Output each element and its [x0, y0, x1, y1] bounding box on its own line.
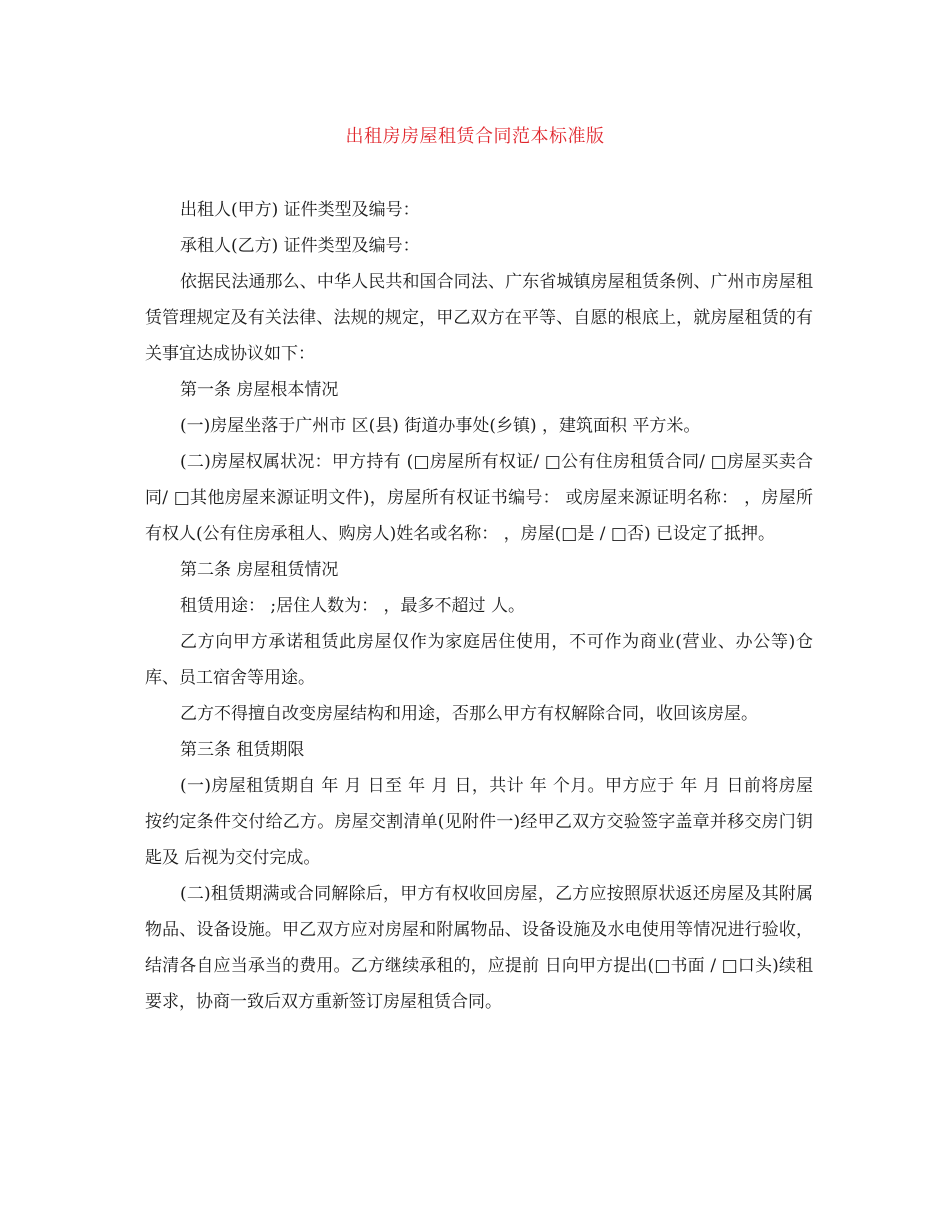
article-2-usage: 租赁用途： ;居住人数为： ，最多不超过 人。 — [180, 596, 525, 616]
document-body — [145, 192, 813, 1020]
article-2-heading: 第二条 房屋租赁情况 — [180, 560, 339, 580]
document-title: 出租房房屋租赁合同范本标准版 — [345, 126, 605, 147]
article-1-clause-1: (一)房屋坐落于广州市 区(县) 街道办事处(乡镇) ，建筑面积 平方米。 — [180, 416, 701, 436]
article-2-restriction: 乙方不得擅自改变房屋结构和用途，否那么甲方有权解除合同，收回该房屋。 — [180, 704, 758, 724]
article-2-promise: 乙方向甲方承诺租赁此房屋仅作为家庭居住使用，不可作为商业(营业、办公等)仓库、员工宿舍等用途。 — [145, 632, 813, 688]
article-3-heading: 第三条 租赁期限 — [180, 740, 305, 760]
lessee-line: 承租人(乙方) 证件类型及编号： — [180, 236, 420, 256]
lessor-line: 出租人(甲方) 证件类型及编号： — [180, 200, 420, 220]
article-1-clause-2: (二)房屋权属状况：甲方持有 (□房屋所有权证/ □公有住房租赁合同/ □房屋买卖合同/ □其他房屋来源证明文件)，房屋所有权证书编号： 或房屋来源证明名称： ，房屋所有权人(公有住房承租人、购房人)姓名或名称： ，房屋(□是 / □否) 已设定了抵押。 — [145, 452, 813, 544]
article-1-heading: 第一条 房屋根本情况 — [180, 380, 339, 400]
article-3-clause-1: (一)房屋租赁期自 年 月 日至 年 月 日，共计 年 个月。甲方应于 年 月 日前将房屋按约定条件交付给乙方。房屋交割清单(见附件一)经甲乙双方交验签字盖章并移交房门钥匙及 后视为交付完成。 — [145, 776, 813, 868]
preamble-paragraph: 依据民法通那么、中华人民共和国合同法、广东省城镇房屋租赁条例、广州市房屋租赁管理规定及有关法律、法规的规定，甲乙双方在平等、自愿的根底上，就房屋租赁的有关事宜达成协议如下： — [145, 272, 813, 364]
article-3-clause-2: (二)租赁期满或合同解除后，甲方有权收回房屋，乙方应按照原状返还房屋及其附属物品、设备设施。甲乙双方应对房屋和附属物品、设备设施及水电使用等情况进行验收，结清各自应当承当的费用。乙方继续承租的，应提前 日向甲方提出(□书面 / □口头)续租要求，协商一致后双方重新签订房屋租赁合同。 — [145, 884, 813, 1012]
